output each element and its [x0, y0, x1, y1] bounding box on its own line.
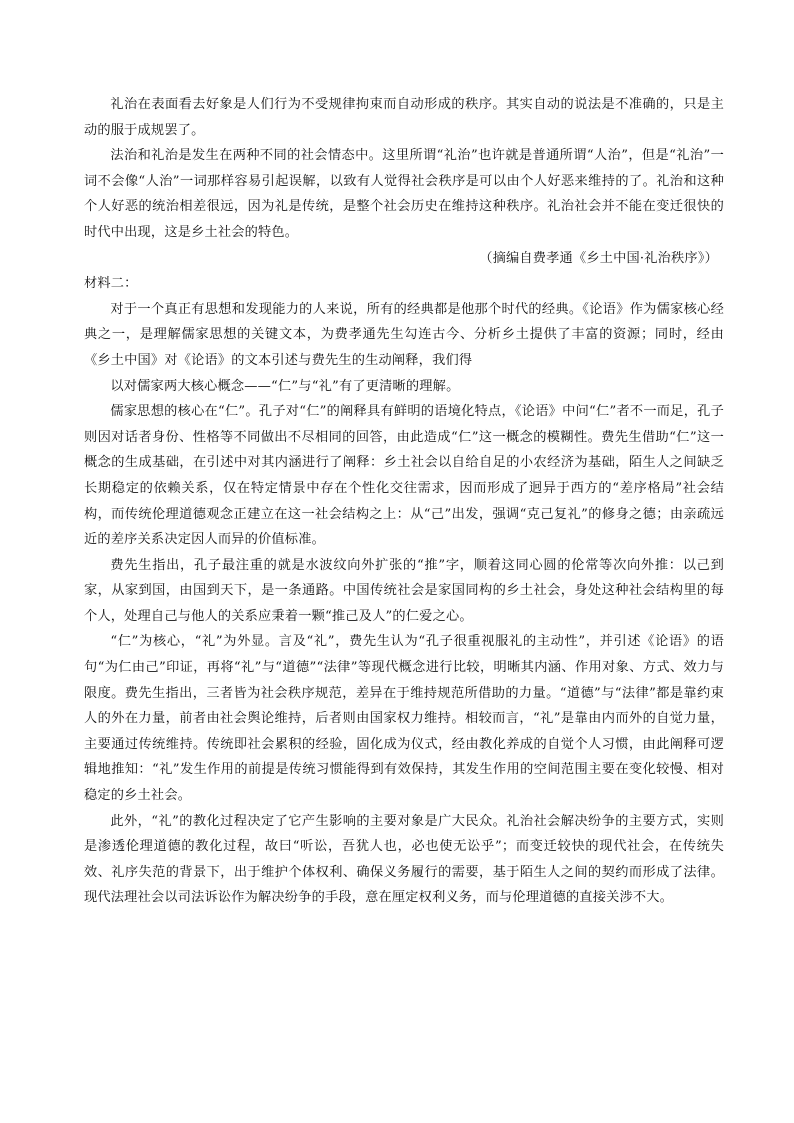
paragraph-6: “仁”为核心，“礼”为外显。言及“礼”，费先生认为“孔子很重视服礼的主动性”，并引述《论语》的语句“为仁由己”印证，再将“礼”与“道德”“法律”等现代概念进行比较，明晰其内涵、作用对象、方式、效力与限度。费先生指出，三者皆为社会秩序规范，差异在于维持规范所借助的力量。“道德”与“法律”都是靠约束人的外在力量，前者由社会舆论维持，后者则由国家权力维持。相较而言，“礼”是靠由内而外的自觉力量，主要通过传统维持。传统即社会累积的经验，固化成为仪式，经由教化养成的自觉个人习惯，由此阐释可逻辑地推知：“礼”发生作用的前提是传统习惯能得到有效保持，其发生作用的空间范围主要在变化较慢、相对稳定的乡土社会。 — [84, 634, 724, 804]
document-body — [84, 92, 724, 911]
material-two-label: 材料二： — [84, 276, 138, 292]
paragraph-7: 此外，“礼”的教化过程决定了它产生影响的主要对象是广大民众。礼治社会解决纷争的主要方式，实则是渗透伦理道德的教化过程，故曰“听讼，吾犹人也，必也使无讼乎”；而变迁较快的现代社会，在传统失效、礼序失范的背景下，出于维护个体权利、确保义务履行的需要，基于陌生人之间的契约而形成了法律。现代法理社会以司法诉讼作为解决纷争的手段，意在厘定权利义务，而与伦理道德的直接关涉不大。 — [84, 813, 724, 906]
paragraph-5: 费先生指出，孔子最注重的就是水波纹向外扩张的“推”字，顺着这同心圆的伦常等次向外推：以己到家，从家到国，由国到天下，是一条通路。中国传统社会是家国同构的乡土社会，身处这种社会结构里的每个人，处理自己与他人的关系应秉着一颗“推己及人”的仁爱之心。 — [84, 557, 724, 624]
paragraph-2: 法治和礼治是发生在两种不同的社会情态中。这里所谓“礼治”也许就是普通所谓“人治”，但是“礼治”一词不会像“人治”一词那样容易引起误解，以致有人觉得社会秩序是可以由个人好恶来维持的了。礼治和这种个人好恶的统治相差很远，因为礼是传统，是整个社会历史在维持这种秩序。礼治社会并不能在变迁很快的时代中出现，这是乡土社会的特色。 — [84, 148, 724, 240]
paragraph-3-continuation: 以对儒家两大核心概念——“仁”与“礼”有了更清晰的理解。 — [110, 378, 460, 394]
paragraph-1: 礼治在表面看去好象是人们行为不受规律拘束而自动形成的秩序。其实自动的说法是不准确的，只是主动的服于成规罢了。 — [84, 97, 724, 138]
paragraph-4: 儒家思想的核心在“仁”。孔子对“仁”的阐释具有鲜明的语境化特点，《论语》中问“仁”者不一而足，孔子则因对话者身份、性格等不同做出不尽相同的回答，由此造成“仁”这一概念的模糊性。费先生借助“仁”这一概念的生成基础，在引述中对其内涵进行了阐释：乡土社会以自给自足的小农经济为基础，陌生人之间缺乏长期稳定的依赖关系，仅在特定情景中存在个性化交往需求，因而形成了迥异于西方的“差序格局”社会结构，而传统伦理道德观念正建立在这一社会结构之上：从“己”出发，强调“克己复礼”的修身之德；由亲疏远近的差序关系决定因人而异的价值标准。 — [84, 404, 724, 548]
source-citation: （摘编自费孝通《乡土中国·礼治秩序》） — [479, 250, 718, 266]
paragraph-3: 对于一个真正有思想和发现能力的人来说，所有的经典都是他那个时代的经典。《论语》作为儒家核心经典之一，是理解儒家思想的关键文本，为费孝通先生勾连古今、分析乡土提供了丰富的资源；同时，经由《乡土中国》对《论语》的文本引述与费先生的生动阐释，我们得 — [84, 301, 724, 368]
